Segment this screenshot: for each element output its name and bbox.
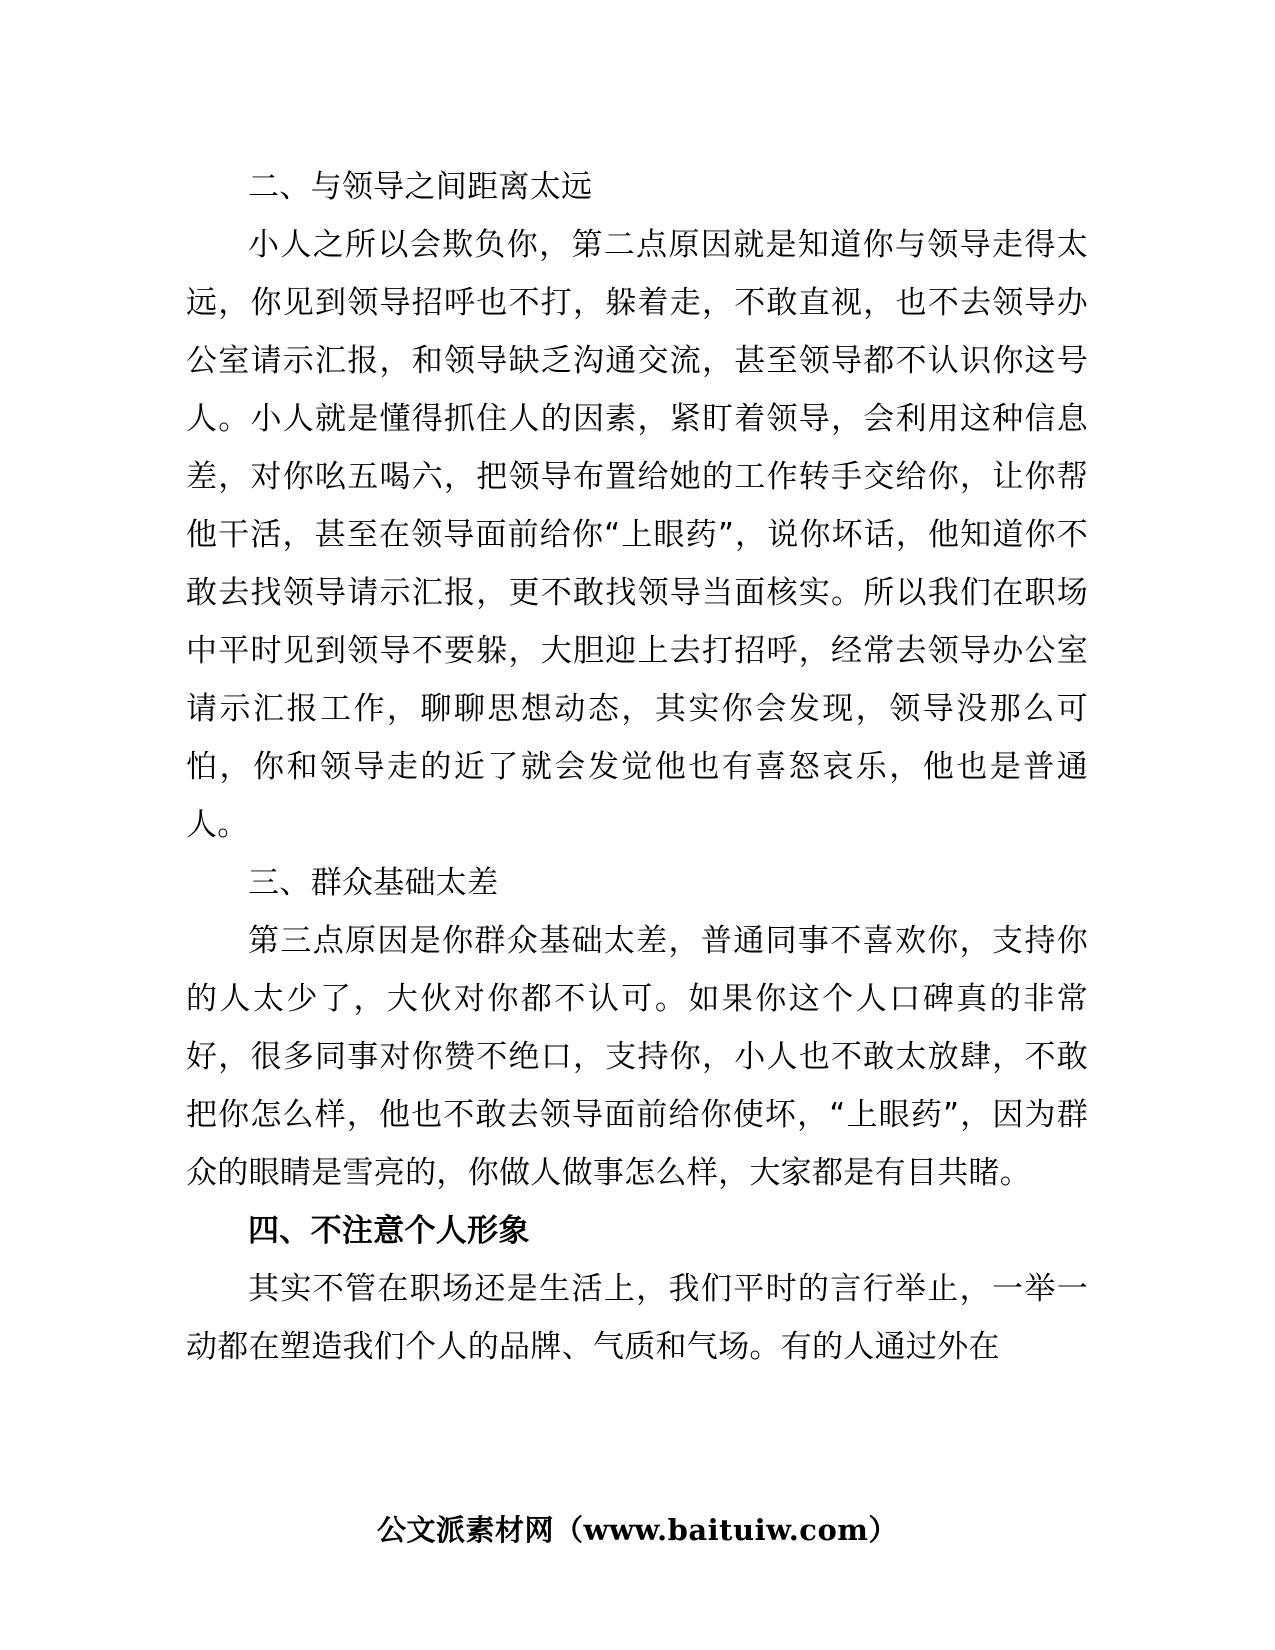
paragraph-2: 小人之所以会欺负你，第二点原因就是知道你与领导走得太远，你见到领导招呼也不打，躲着走，不敢直视，也不去领导办公室请示汇报，和领导缺乏沟通交流，甚至领导都不认识你这号人。小人就是懂得抓住人的因素，紧盯着领导，会利用这种信息差，对你吆五喝六，把领导布置给她的工作转手交给你，让你帮他干活，甚至在领导面前给你“上眼药”，说你坏话，他知道你不敢去找领导请示汇报，更不敢找领导当面核实。所以我们在职场中平时见到领导不要躲，大胆迎上去打招呼，经常去领导办公室请示汇报工作，聊聊思想动态，其实你会发现，领导没那么可怕，你和领导走的近了就会发觉他也有喜怒哀乐，他也是普通人。 (186, 227, 1088, 843)
footer-watermark: 公文派素材网（www.baituiw.com） (377, 1513, 898, 1547)
section-heading-2: 二、与领导之间距离太远 (248, 169, 593, 205)
document-body (186, 158, 1088, 1376)
paragraph-4: 其实不管在职场还是生活上，我们平时的言行举止，一举一动都在塑造我们个人的品牌、气质和气场。有的人通过外在 (186, 1271, 1088, 1365)
paragraph-3: 第三点原因是你群众基础太差，普通同事不喜欢你，支持你的人太少了，大伙对你都不认可。如果你这个人口碑真的非常好，很多同事对你赞不绝口，支持你，小人也不敢太放肆，不敢把你怎么样，他也不敢去领导面前给你使坏，“上眼药”，因为群众的眼睛是雪亮的，你做人做事怎么样，大家都是有目共睹。 (186, 923, 1088, 1191)
section-heading-3: 三、群众基础太差 (248, 865, 499, 901)
section-heading-4: 四、不注意个人形象 (248, 1213, 530, 1249)
